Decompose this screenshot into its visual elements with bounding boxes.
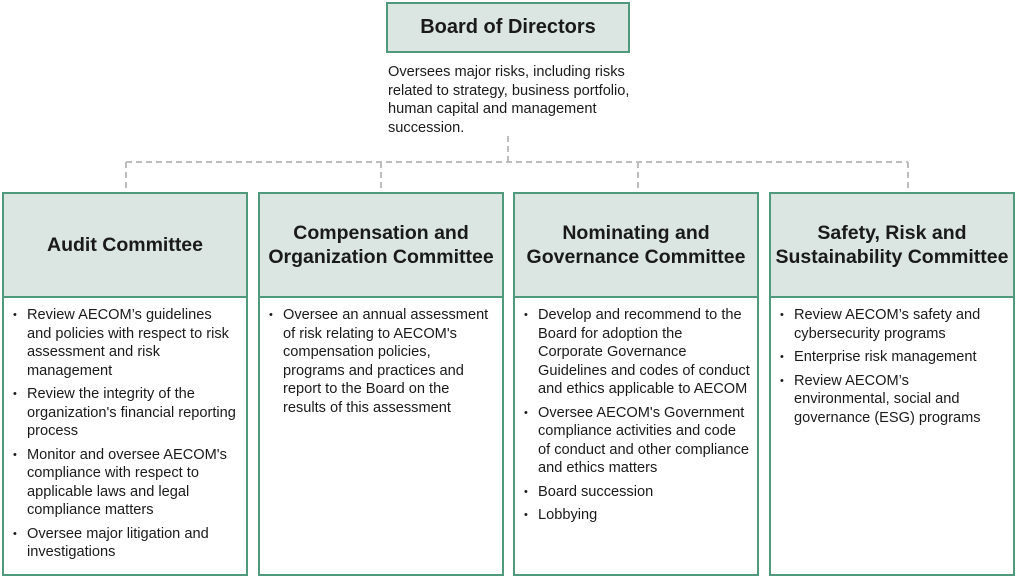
list-item: • Board succession [523,483,751,502]
list-item: • Oversee AECOM's Government compliance activities and code of conduct and other compliance and ethics matters [523,404,751,478]
board-of-directors-box [386,2,630,53]
committee-responsibilities [260,298,502,417]
committee-responsibilities [515,298,757,525]
committee-responsibilities [771,298,1013,427]
list-item: • Oversee major litigation and investigations [12,525,240,562]
list-item: • Monitor and oversee AECOM's compliance with respect to applicable laws and legal compliance matters [12,446,240,520]
list-item: • Enterprise risk management [779,348,1007,367]
committee-title: Audit Committee [4,194,246,298]
nominating-committee-box [513,192,759,576]
list-item: • Review AECOM’s guidelines and policies with respect to risk assessment and risk management [12,306,240,380]
committee-title: Nominating and Governance Committee [515,194,757,298]
committee-responsibilities [4,298,246,562]
list-item: • Oversee an annual assessment of risk relating to AECOM's compensation policies, programs and practices and report to the Board on the results of this assessment [268,306,496,417]
board-title: Board of Directors [420,16,596,38]
audit-committee-box [2,192,248,576]
list-item: • Review the integrity of the organization's financial reporting process [12,385,240,441]
safety-risk-committee-box [769,192,1015,576]
compensation-committee-box [258,192,504,576]
committee-title: Safety, Risk and Sustainability Committee [771,194,1013,298]
list-item: • Review AECOM’s safety and cybersecurity programs [779,306,1007,343]
list-item: • Review AECOM’s environmental, social and governance (ESG) programs [779,372,1007,428]
committee-title: Compensation and Organization Committee [260,194,502,298]
list-item: • Develop and recommend to the Board for adoption the Corporate Governance Guidelines and codes of conduct and ethics applicable to AECOM [523,306,751,399]
list-item: • Lobbying [523,506,751,525]
board-description: Oversees major risks, including risks related to strategy, business portfolio, human capital and management succession. [388,64,630,136]
